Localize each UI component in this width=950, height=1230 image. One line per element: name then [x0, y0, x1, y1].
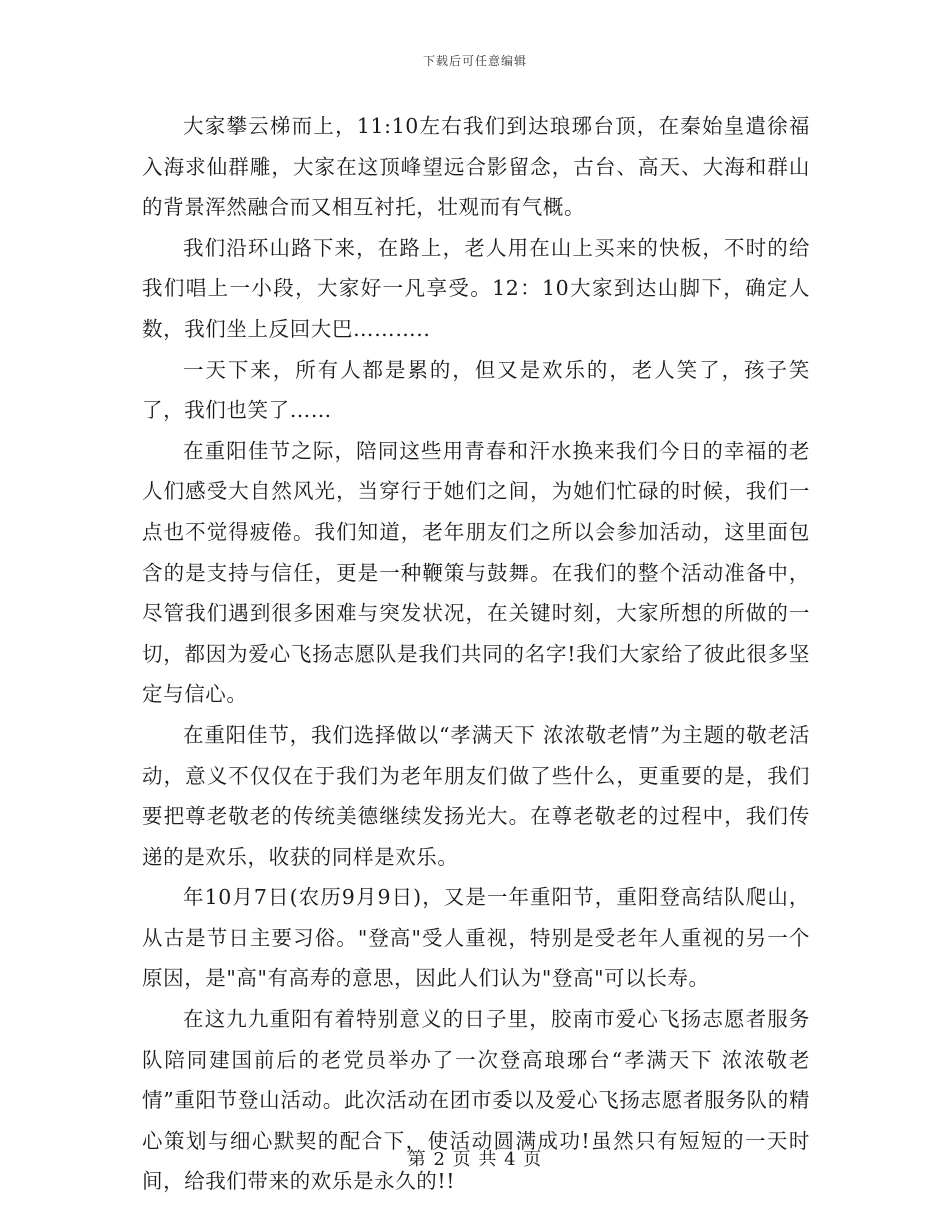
paragraph: 大家攀云梯而上，11:10左右我们到达琅琊台顶，在秦始皇遣徐福入海求仙群雕，大家在这顶峰望远合影留念，古台、高天、大海和群山的背景浑然融合而又相互衬托，壮观而有气概。 — [142, 114, 810, 220]
page-number-footer: 第 2 页 共 4 页 — [407, 1149, 543, 1170]
paragraph: 在这九九重阳有着特别意义的日子里，胶南市爱心飞扬志愿者服务队陪同建国前后的老党员举办了一次登高琅琊台“孝满天下 浓浓敬老情”重阳节登山活动。此次活动在团市委以及爱心飞扬志愿者服务队的精心策划与细心默契的配合下，使活动圆满成功!虽然只有短短的一天时间，给我们带来的欢乐是永久的!! — [142, 1007, 810, 1194]
paragraph: 年10月7日(农历9月9日)，又是一年重阳节，重阳登高结队爬山，从古是节日主要习俗。"登高"受人重视，特别是受老年人重视的另一个原因，是"高"有高寿的意思，因此人们认为"登高"可以长寿。 — [142, 885, 810, 991]
page-header: 下载后可任意编辑 — [422, 54, 527, 68]
paragraph: 我们沿环山路下来，在路上，老人用在山上买来的快板，不时的给我们唱上一小段，大家好一凡享受。12：10大家到达山脚下，确定人数，我们坐上反回大巴……….. — [142, 235, 810, 341]
paragraph: 一天下来，所有人都是累的，但又是欢乐的，老人笑了，孩子笑了，我们也笑了…… — [142, 357, 810, 423]
document-body — [142, 106, 810, 1202]
paragraph: 在重阳佳节之际，陪同这些用青春和汗水换来我们今日的幸福的老人们感受大自然风光，当穿行于她们之间，为她们忙碌的时候，我们一点也不觉得疲倦。我们知道，老年朋友们之所以会参加活动，这里面包含的是支持与信任，更是一种鞭策与鼓舞。在我们的整个活动准备中，尽管我们遇到很多困难与突发状况，在关键时刻，大家所想的所做的一切，都因为爱心飞扬志愿队是我们共同的名字!我们大家给了彼此很多坚定与信心。 — [142, 438, 810, 707]
paragraph: 在重阳佳节，我们选择做以“孝满天下 浓浓敬老情”为主题的敬老活动，意义不仅仅在于我们为老年朋友们做了些什么，更重要的是，我们要把尊老敬老的传统美德继续发扬光大。在尊老敬老的过程中，我们传递的是欢乐，收获的同样是欢乐。 — [142, 722, 810, 869]
